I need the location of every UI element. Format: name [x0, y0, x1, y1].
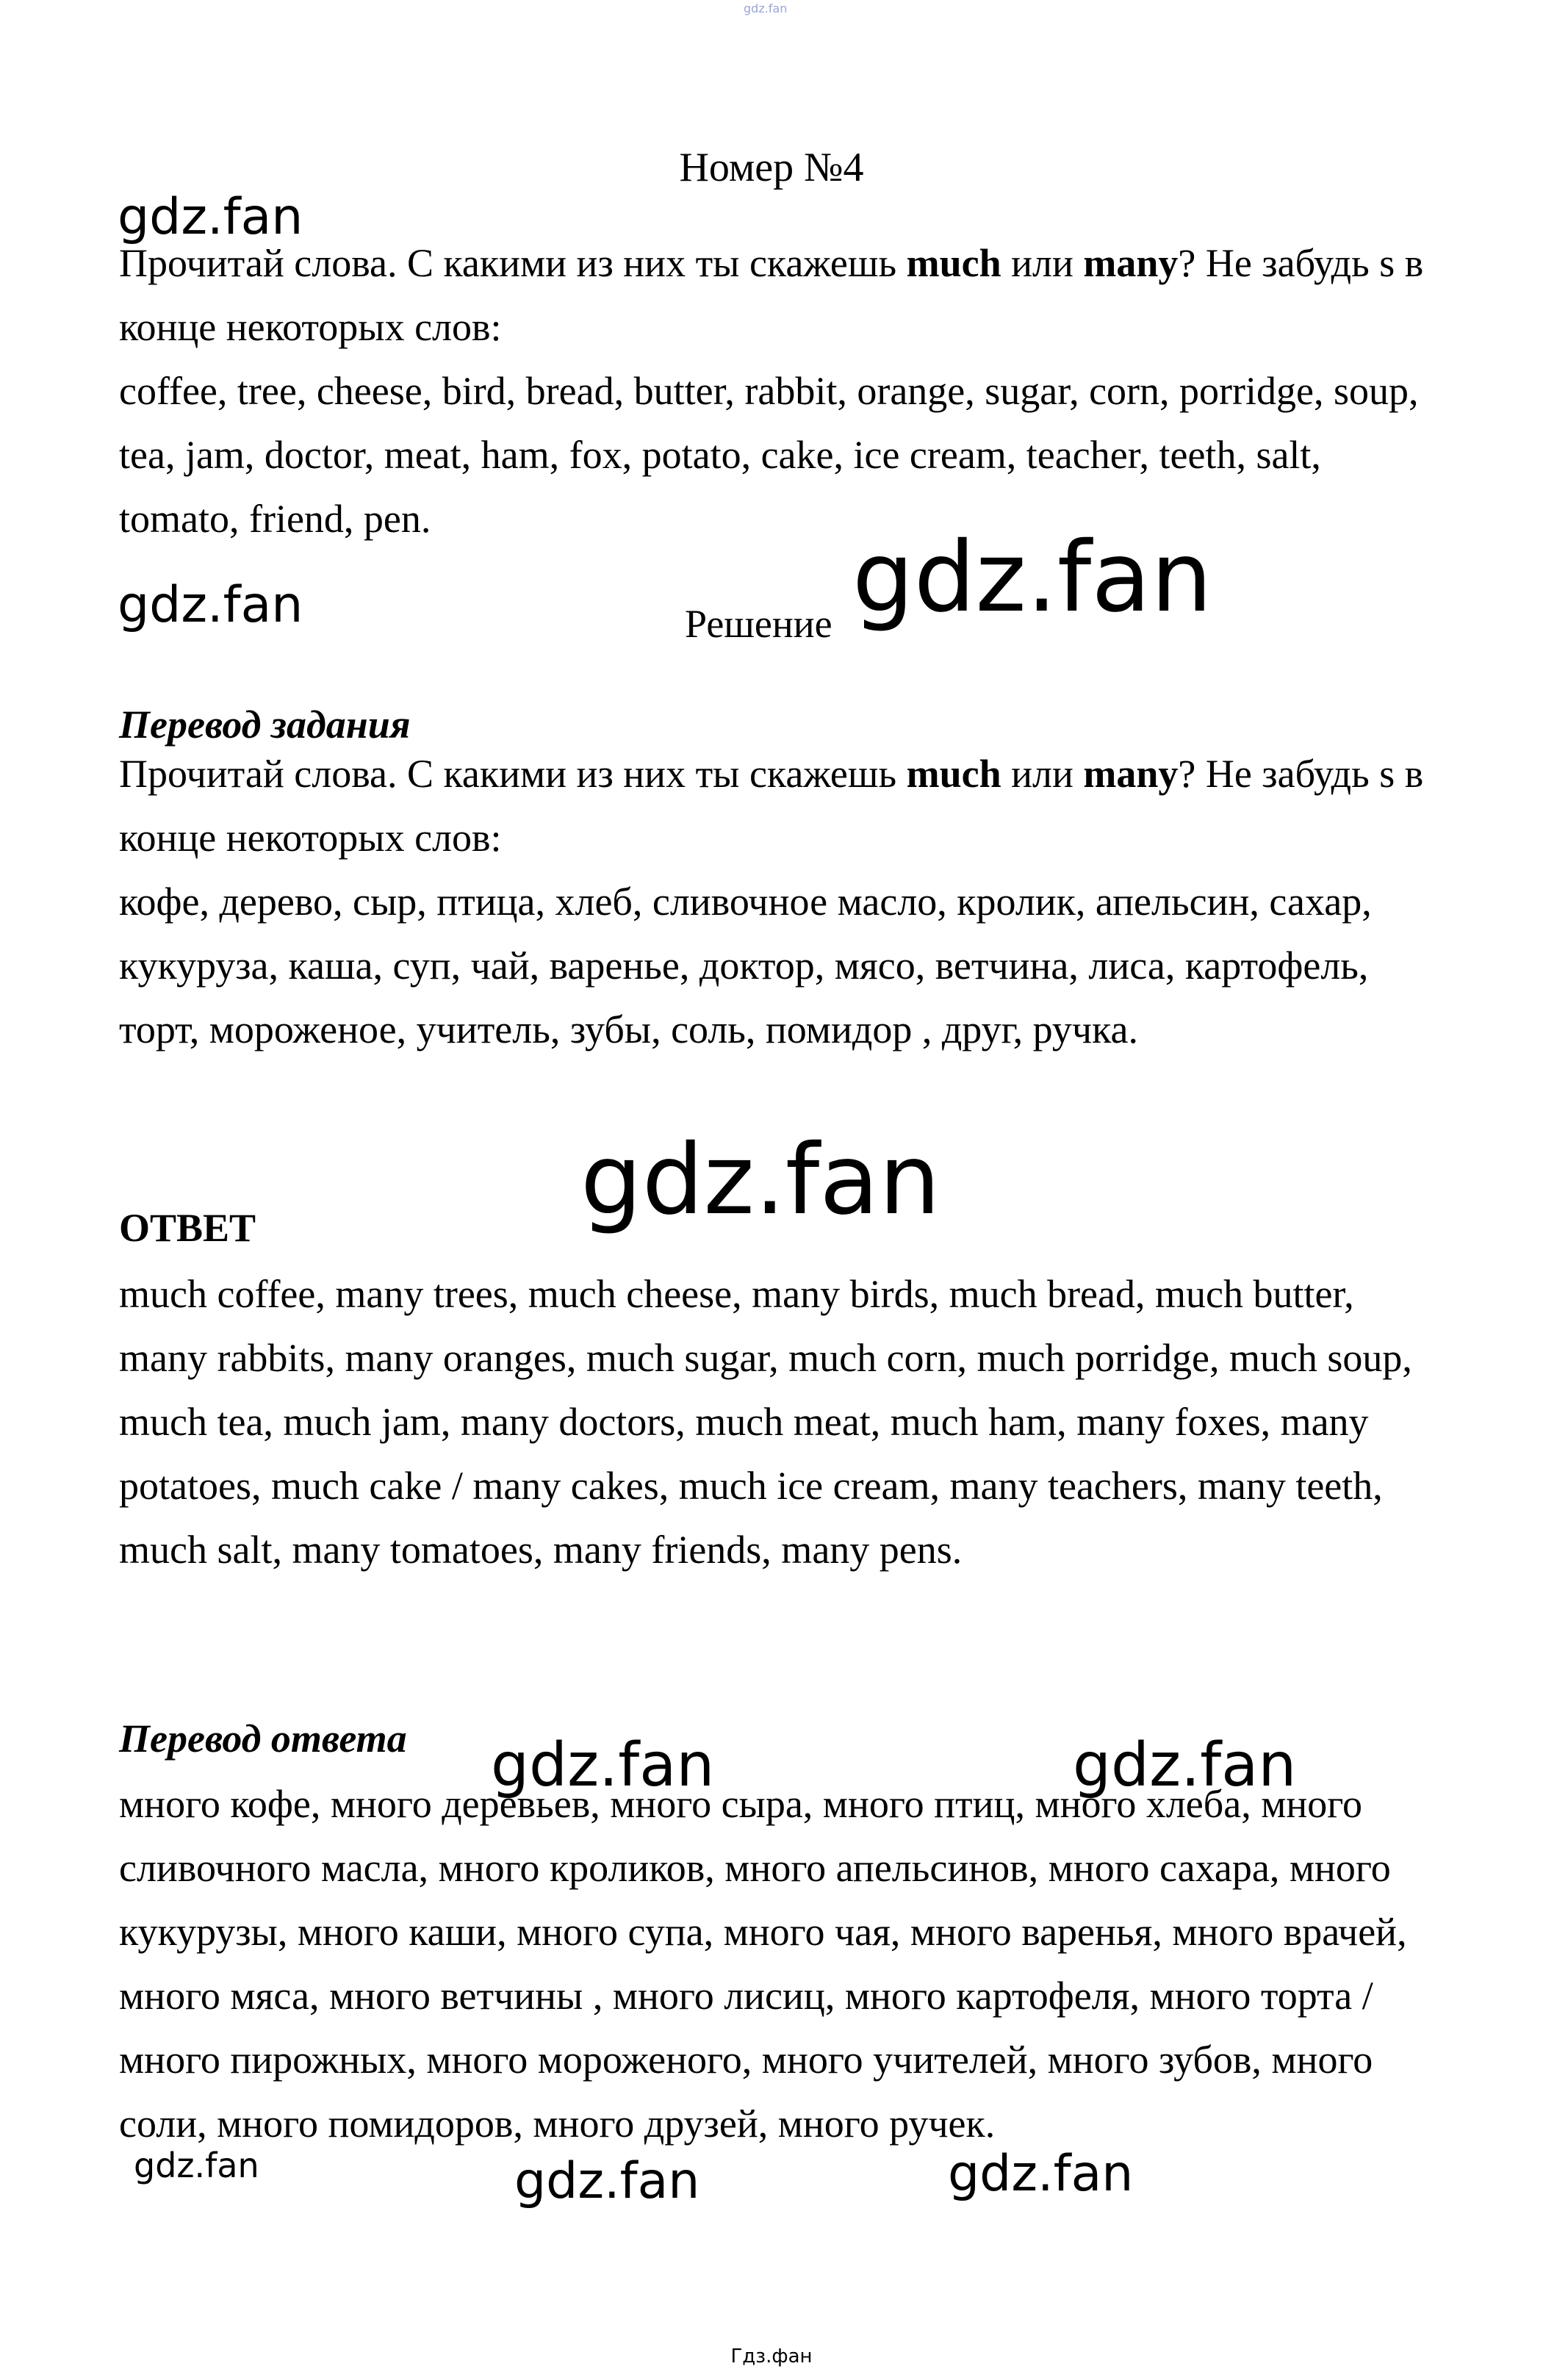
translation-task-block: [119, 742, 1442, 1062]
watermark: gdz.fan: [948, 2145, 1134, 2203]
footer-watermark: Гдз.фан: [730, 2345, 813, 2368]
translation-answer-text: много кофе, много деревьев, много сыра, много птиц, много хлеба, много сливочного масла, много кроликов, много апельсинов, много сахара, много кукурузы, много каши, много супа, много чая, много варенья, много врачей, много мяса, много ветчины , много лисиц, много картофеля, много торта / много пирожных, много мороженого, много учителей, много зубов, много соли, много помидоров, много друзей, много ручек.: [119, 1782, 1407, 2146]
translation-task-word-list: кофе, дерево, сыр, птица, хлеб, сливочное масло, кролик, апельсин, сахар, кукуруза, каша, суп, чай, варенье, доктор, мясо, ветчина, лиса, картофель, торт, мороженое, учитель, зубы, соль, помидор , друг, ручка.: [119, 880, 1372, 1051]
task-word-list: coffee, tree, cheese, bird, bread, butter, rabbit, orange, sugar, corn, porridge, soup, tea, jam, doctor, meat, ham, fox, potato, cake, ice cream, teacher, teeth, salt, tomato, friend, pen.: [119, 369, 1419, 541]
watermark: gdz.fan: [580, 1124, 940, 1237]
watermark: gdz.fan: [118, 576, 303, 634]
watermark: gdz.fan: [514, 2152, 700, 2210]
translation-task-label: Перевод задания: [119, 702, 411, 747]
watermark: gdz.fan: [852, 521, 1212, 634]
task-intro: Прочитай слова. С какими из них ты скажешь much или many? Не забудь s в конце некоторых слов:: [119, 241, 1424, 349]
answer-label: ОТВЕТ: [119, 1206, 256, 1250]
translation-answer-block: [119, 1772, 1442, 2156]
watermark: gdz.fan: [118, 188, 303, 246]
watermark: gdz.fan: [134, 2146, 259, 2185]
translation-answer-label: Перевод ответа: [119, 1716, 407, 1761]
exercise-number: Номер №4: [679, 145, 864, 190]
top-watermark: gdz.fan: [744, 1, 788, 15]
watermark: gdz.fan: [1073, 1730, 1297, 1800]
translation-task-intro: Прочитай слова. С какими из них ты скажешь much или many? Не забудь s в конце некоторых слов:: [119, 752, 1424, 860]
watermark: gdz.fan: [491, 1730, 715, 1800]
task-block: [119, 231, 1442, 551]
answer-text: much coffee, many trees, much cheese, many birds, much bread, much butter, many rabbits, many oranges, much sugar, much corn, much porridge, much soup, much tea, much jam, many doctors, much meat, much ham, many foxes, many potatoes, much cake / many cakes, much ice cream, many teachers, many teeth, much salt, many tomatoes, many friends, many pens.: [119, 1272, 1412, 1572]
answer-block: [119, 1262, 1442, 1582]
solution-label: Решение: [685, 602, 832, 646]
